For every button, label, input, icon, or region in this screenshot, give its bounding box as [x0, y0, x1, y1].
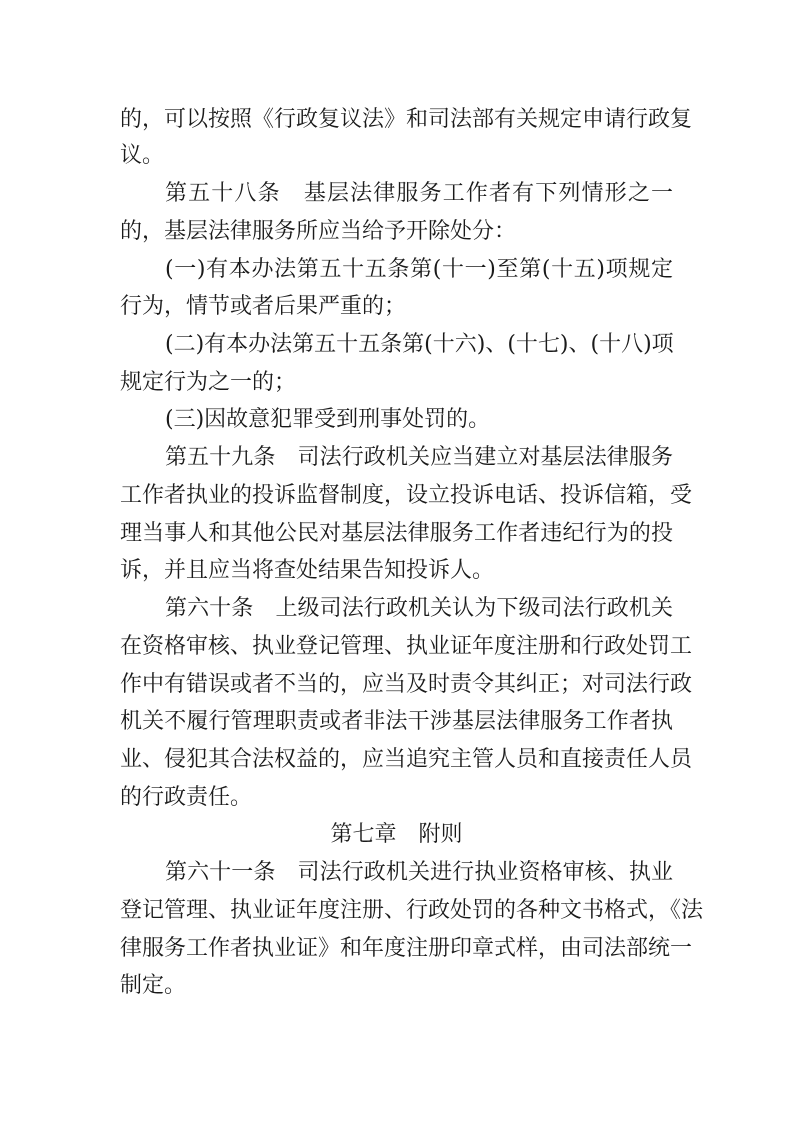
text-line: 登记管理、执业证年度注册、行政处罚的各种文书格式，《法 [120, 898, 704, 923]
text-line: 规定行为之一的； [120, 370, 297, 395]
text-line: 理当事人和其他公民对基层法律服务工作者违纪行为的投 [120, 521, 673, 546]
clause-3: (三)因故意犯罪受到刑事处罚的。 [165, 407, 491, 432]
text-line: 业、侵犯其合法权益的，应当追究主管人员和直接责任人员 [120, 747, 693, 772]
text-line: 制定。 [120, 973, 187, 998]
text-line: 的，可以按照《行政复议法》和司法部有关规定申请行政复 [120, 107, 693, 132]
text-line: 的，基层法律服务所应当给予开除处分： [120, 219, 517, 244]
text-line: 作中有错误或者不当的，应当及时责令其纠正；对司法行政 [120, 672, 693, 697]
text-line: 行为，情节或者后果严重的； [120, 294, 407, 319]
text-line: 律服务工作者执业证》和年度注册印章式样，由司法部统一 [120, 936, 693, 961]
chapter-heading: 第七章 附则 [330, 822, 463, 847]
text-line: 机关不履行管理职责或者非法干涉基层法律服务工作者执 [120, 709, 673, 734]
text-line: 工作者执业的投诉监督制度，设立投诉电话、投诉信箱，受 [120, 483, 693, 508]
text-line: 议。 [120, 143, 165, 168]
article-59-title: 第五十九条 司法行政机关应当建立对基层法律服务 [165, 445, 673, 470]
article-58-title: 第五十八条 基层法律服务工作者有下列情形之一 [165, 181, 673, 206]
text-line: 的行政责任。 [120, 785, 253, 810]
text-line: 诉，并且应当将查处结果告知投诉人。 [120, 558, 495, 583]
clause-2: (二)有本办法第五十五条第(十六)、(十七)、(十八)项 [165, 332, 674, 357]
article-61-title: 第六十一条 司法行政机关进行执业资格审核、执业 [165, 860, 673, 885]
article-60-title: 第六十条 上级司法行政机关认为下级司法行政机关 [165, 596, 673, 621]
clause-1: (一)有本办法第五十五条第(十一)至第(十五)项规定 [165, 257, 673, 282]
text-line: 在资格审核、执业登记管理、执业证年度注册和行政处罚工 [120, 634, 693, 659]
